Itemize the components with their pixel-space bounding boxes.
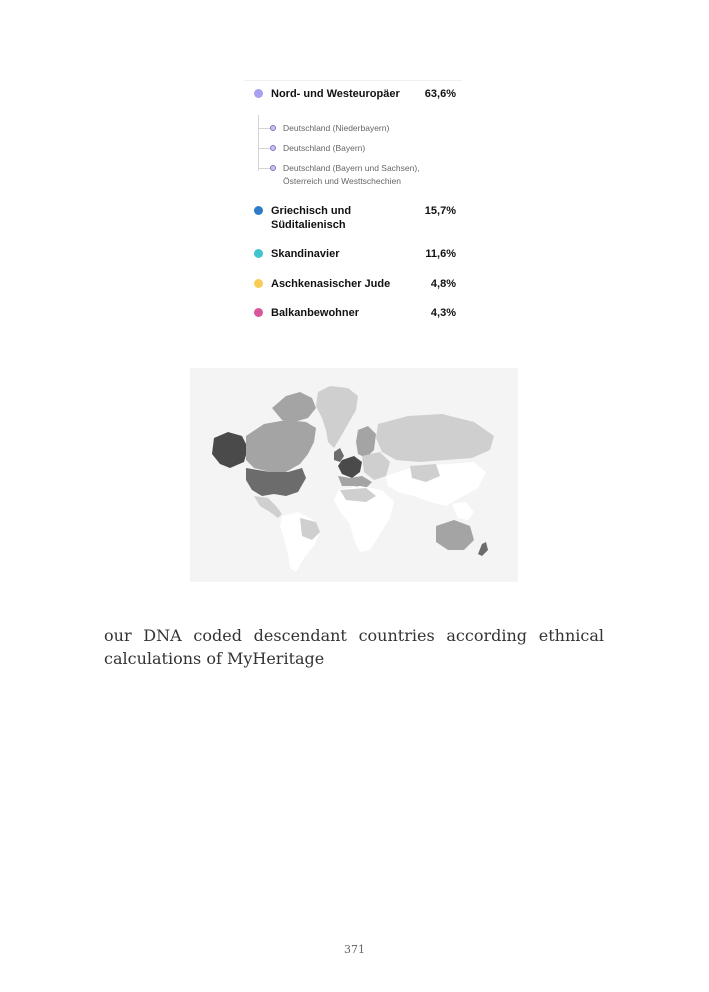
ethnicity-percent: 4,3% — [430, 307, 456, 319]
ethnicity-color-dot — [254, 89, 263, 98]
ethnicity-color-dot — [254, 308, 263, 317]
ethnicity-color-dot — [254, 249, 263, 258]
ethnicity-name: Aschkenasischer Jude — [271, 278, 391, 290]
ethnicity-percent: 4,8% — [430, 278, 456, 290]
ethnicity-color-dot — [254, 206, 263, 215]
map-region-scandinavia — [356, 426, 376, 458]
ethnicity-percent: 11,6% — [425, 248, 456, 260]
map-region-mexico — [254, 496, 282, 518]
subregion-tree-line — [258, 115, 259, 171]
map-region-southern-europe — [338, 476, 372, 488]
subregion-dot — [270, 165, 276, 171]
world-map — [190, 368, 518, 582]
map-region-usa — [246, 468, 306, 496]
map-region-southeast-asia — [452, 502, 474, 520]
subregion-label: Deutschland (Bayern und Sachsen), Österreich und Westtschechien — [283, 163, 420, 186]
ethnicity-name: Nord- und Westeuropäer — [271, 88, 400, 100]
map-region-alaska — [212, 432, 248, 468]
world-map-graphic — [190, 368, 518, 582]
image-caption: our DNA coded descendant countries according ethnical calculations of MyHeritage — [104, 626, 604, 668]
subregion-dot — [270, 125, 276, 131]
ethnicity-name: Balkanbewohner — [271, 307, 360, 319]
map-region-canada-islands — [272, 392, 316, 422]
ethnicity-color-dot — [254, 279, 263, 288]
ethnicity-name: Skandinavier — [271, 248, 340, 260]
subregion-branch — [258, 148, 270, 149]
map-region-canada — [246, 420, 316, 472]
ethnicity-percent: 63,6% — [424, 88, 456, 100]
map-region-south-america — [280, 512, 320, 572]
map-region-greenland — [316, 386, 358, 448]
ethnicity-breakdown — [244, 80, 462, 327]
map-region-australia — [436, 520, 474, 550]
subregion-label: Deutschland (Niederbayern) — [283, 123, 390, 133]
map-region-new-zealand — [478, 542, 488, 556]
subregion-dot — [270, 145, 276, 151]
subregion-label: Deutschland (Bayern) — [283, 143, 366, 153]
map-region-russia — [376, 414, 494, 462]
subregion-branch — [258, 168, 270, 169]
map-region-eastern-europe — [362, 452, 390, 480]
subregion-branch — [258, 128, 270, 129]
ethnicity-name: Griechisch und Süditalienisch — [271, 205, 352, 231]
ethnicity-percent: 15,7% — [424, 205, 456, 217]
page-number: 371 — [344, 943, 365, 956]
